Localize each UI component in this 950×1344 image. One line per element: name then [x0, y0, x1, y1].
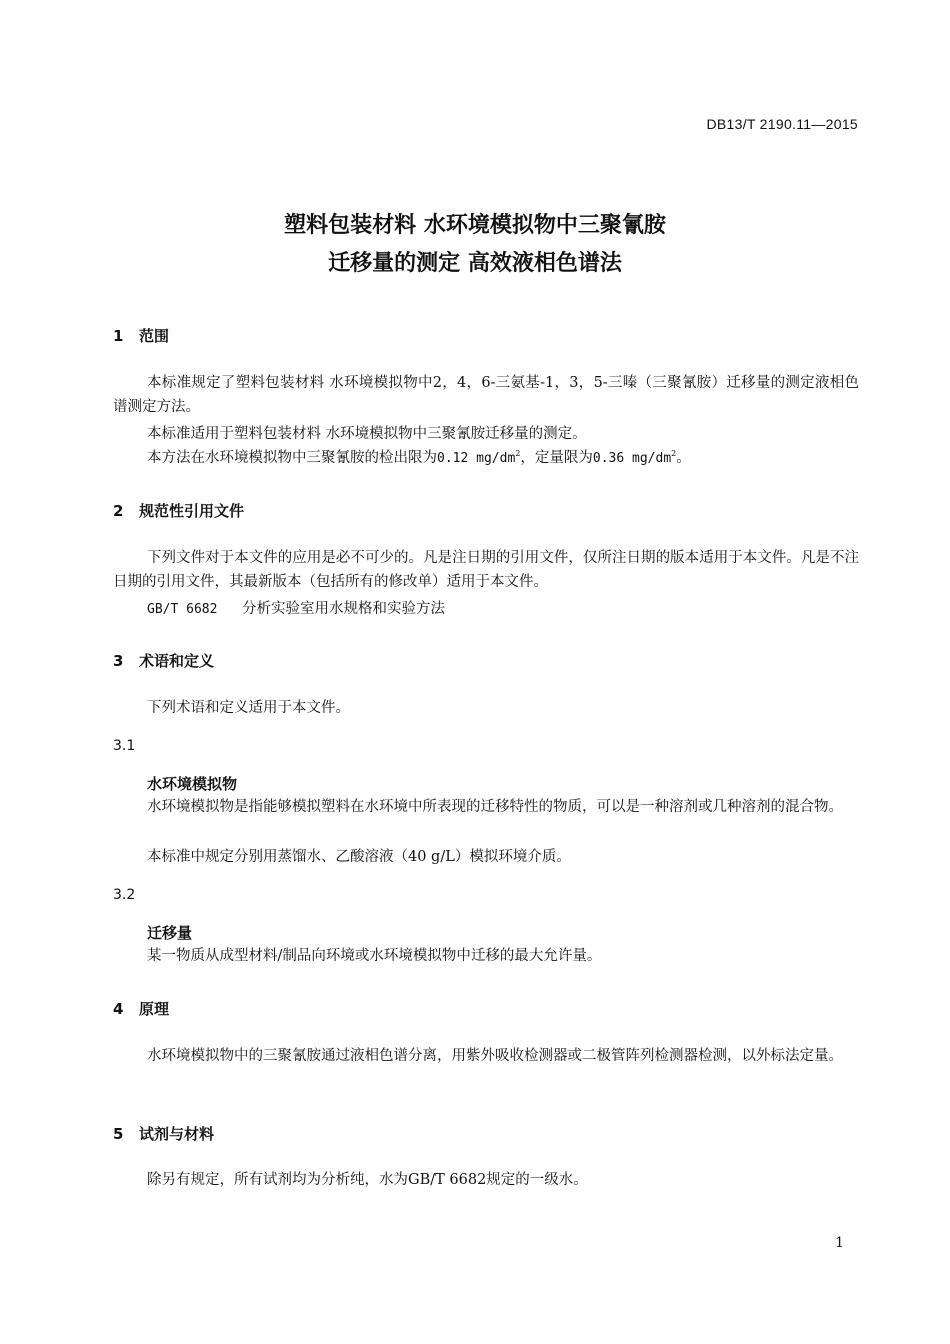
term-3-2-number: 3.2	[113, 887, 136, 903]
term-3-1-definition: 水环境模拟物是指能够模拟塑料在水环境中所表现的迁移特性的物质，可以是一种溶剂或几种溶剂的混合物。	[147, 799, 843, 815]
scope-paragraph-2: 本标准适用于塑料包装材料 水环境模拟物中三聚氰胺迁移量的测定。	[147, 426, 587, 442]
reference-item	[147, 597, 445, 618]
reference-title: 分析实验室用水规格和实验方法	[242, 601, 445, 617]
term-3-1-note: 本标准中规定分别用蒸馏水、乙酸溶液（40 g/L）模拟环境介质。	[147, 849, 571, 865]
section-number: 1	[113, 327, 124, 345]
section-4-heading	[113, 998, 169, 1019]
section-title: 范围	[139, 327, 170, 345]
document-code: DB13/T 2190.11—2015	[706, 116, 858, 132]
section-3-heading	[113, 650, 214, 671]
principle-paragraph: 水环境模拟物中的三聚氰胺通过液相色谱分离，用紫外吸收检测器或二极管阵列检测器检测，以外标法定量。	[147, 1048, 843, 1064]
scope-paragraph-1: 本标准规定了塑料包装材料 水环境模拟物中2，4，6-三氨基-1，3，5-三嗪（三聚氰胺）迁移量的测定液相色谱测定方法。	[113, 375, 859, 415]
term-3-2-definition: 某一物质从成型材料/制品向环境或水环境模拟物中迁移的最大允许量。	[147, 948, 602, 964]
terms-intro-paragraph: 下列术语和定义适用于本文件。	[147, 700, 350, 716]
section-number: 3	[113, 652, 124, 670]
section-1-heading	[113, 325, 169, 346]
document-title-line-1: 塑料包装材料 水环境模拟物中三聚氰胺	[284, 213, 666, 238]
section-title: 原理	[139, 1000, 170, 1018]
scope-paragraph-3: 本方法在水环境模拟物中三聚氰胺的检出限为0.12 $mg/dm^2$，定量限为0.36 $mg/dm^2$。	[147, 449, 691, 466]
normative-references-paragraph: 下列文件对于本文件的应用是必不可少的。凡是注日期的引用文件，仅所注日期的版本适用于本文件。凡是不注日期的引用文件，其最新版本（包括所有的修改单）适用于本文件。	[113, 550, 859, 590]
section-number: 2	[113, 502, 124, 520]
reagents-paragraph: 除另有规定，所有试剂均为分析纯，水为GB/T 6682规定的一级水。	[147, 1172, 588, 1188]
detection-limit-value: 0.12 mg/dm	[437, 451, 516, 466]
term-3-1-number: 3.1	[113, 738, 136, 754]
section-title: 规范性引用文件	[139, 502, 245, 520]
section-number: 5	[113, 1125, 124, 1143]
term-3-1-title: 水环境模拟物	[147, 775, 238, 793]
section-5-heading	[113, 1123, 214, 1144]
reference-code: GB/T 6682	[147, 602, 218, 617]
document-title-line-2: 迁移量的测定 高效液相色谱法	[328, 251, 622, 276]
section-2-heading	[113, 500, 244, 521]
section-number: 4	[113, 1000, 124, 1018]
page-number: 1	[835, 1235, 844, 1251]
section-title: 试剂与材料	[139, 1125, 215, 1143]
quantitation-limit-value: 0.36 mg/dm	[592, 451, 672, 466]
section-title: 术语和定义	[139, 652, 215, 670]
term-3-2-title: 迁移量	[147, 924, 193, 942]
